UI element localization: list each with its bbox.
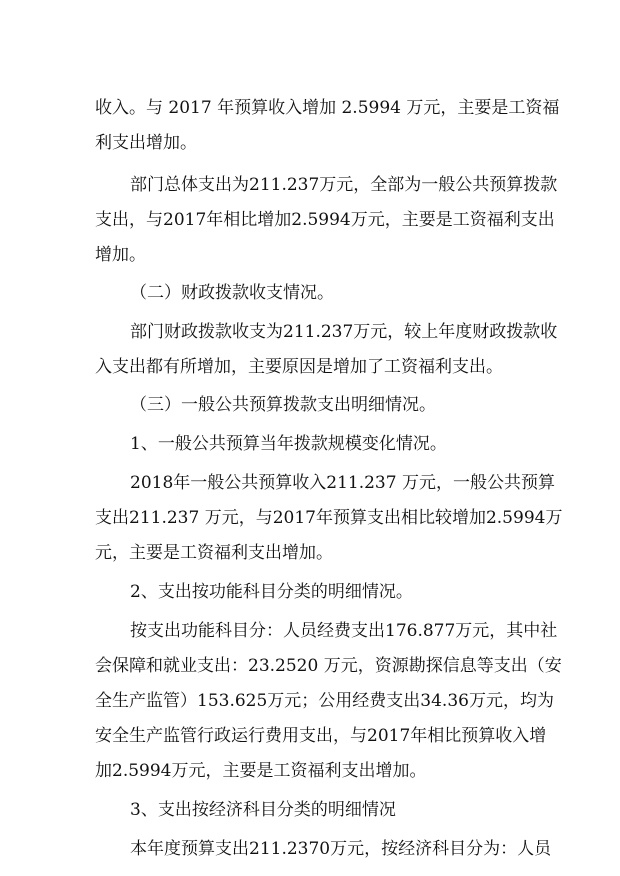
text-line-11: 2018年一般公共预算收入211.237 万元，一般公共预算 xyxy=(130,473,555,493)
subsection-heading-1: 1、一般公共预算当年拨款规模变化情况。 xyxy=(130,434,447,454)
text-line-13: 元，主要是工资福利支出增加。 xyxy=(95,543,333,563)
text-line-8: 入支出都有所增加，主要原因是增加了工资福利支出。 xyxy=(95,357,503,377)
text-line-7: 部门财政拨款收支为211.237万元，较上年度财政拨款收 xyxy=(130,322,558,342)
text-line-1: 收入。与 2017 年预算收入增加 2.5994 万元，主要是工资福 xyxy=(95,98,560,118)
text-line-12: 支出211.237 万元，与2017年预算支出相比较增加2.5994万 xyxy=(95,508,563,528)
text-line-21: 本年度预算支出211.2370万元，按经济科目分为：人员 xyxy=(130,839,552,859)
section-heading-2: （二）财政拨款收支情况。 xyxy=(130,283,334,303)
text-line-18: 安全生产监管行政运行费用支出，与2017年相比预算收入增 xyxy=(95,726,547,746)
text-line-17: 全生产监管）153.625万元；公用经费支出34.36万元，均为 xyxy=(95,691,554,711)
text-line-3: 部门总体支出为211.237万元，全部为一般公共预算拨款 xyxy=(130,175,558,195)
section-heading-3: （三）一般公共预算拨款支出明细情况。 xyxy=(130,395,436,415)
text-line-19: 加2.5994万元，主要是工资福利支出增加。 xyxy=(95,761,427,781)
text-line-5: 增加。 xyxy=(95,245,146,265)
text-line-2: 利支出增加。 xyxy=(95,133,197,153)
text-line-16: 会保障和就业支出：23.2520 万元，资源勘探信息等支出（安 xyxy=(95,656,562,676)
text-line-15: 按支出功能科目分：人员经费支出176.877万元，其中社 xyxy=(130,621,558,641)
subsection-heading-2: 2、支出按功能科目分类的明细情况。 xyxy=(130,582,413,602)
subsection-heading-3: 3、支出按经济科目分类的明细情况 xyxy=(130,800,396,820)
text-line-4: 支出，与2017年相比增加2.5994万元，主要是工资福利支出 xyxy=(95,210,555,230)
